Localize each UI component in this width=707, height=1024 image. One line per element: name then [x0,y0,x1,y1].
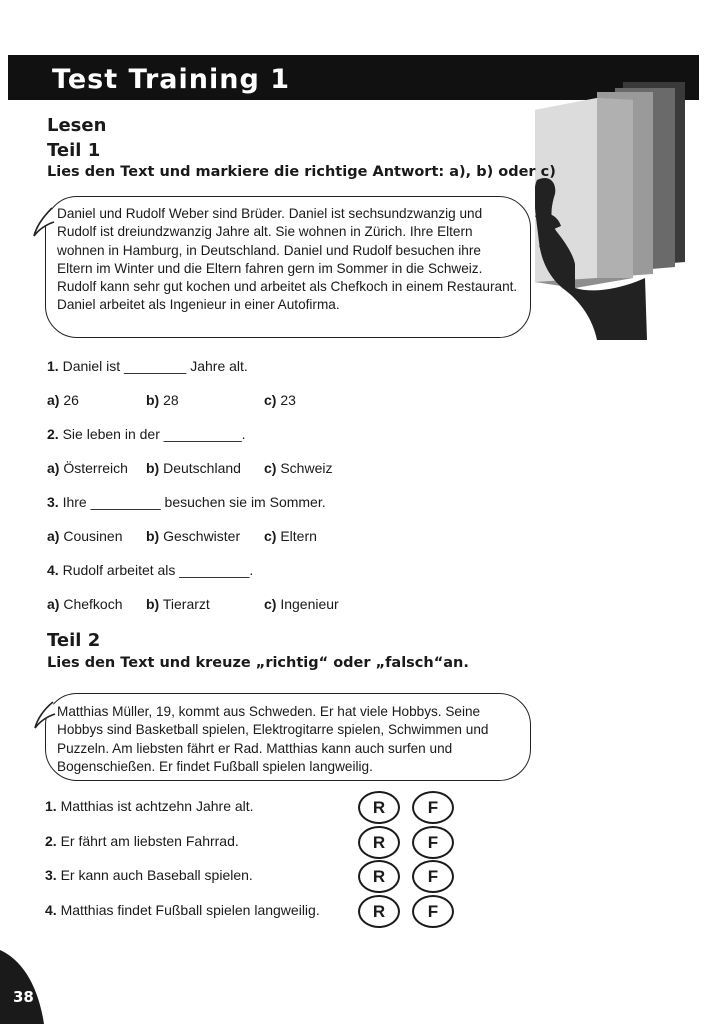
question-2-option-a[interactable]: a) Österreich [47,460,128,476]
teil2-instruction: Lies den Text und kreuze „richtig“ oder „falsch“an. [47,655,469,671]
statement-1: 1. Matthias ist achtzehn Jahre alt. [45,798,254,814]
statement-3-falsch-button[interactable]: F [412,860,454,893]
question-4-option-a[interactable]: a) Chefkoch [47,596,123,612]
question-3-option-b[interactable]: b) Geschwister [146,528,241,544]
question-1-option-a[interactable]: a) 26 [47,392,79,408]
question-3-option-c[interactable]: c) Eltern [264,528,317,544]
teil1-instruction: Lies den Text und markiere die richtige Antwort: a), b) oder c) [47,164,556,180]
question-2-option-c[interactable]: c) Schweiz [264,460,333,476]
question-3: 3. Ihre _________ besuchen sie im Sommer. [47,494,326,510]
teil1-heading: Teil 1 [47,140,101,161]
statement-3: 3. Er kann auch Baseball spielen. [45,867,253,883]
statement-1-richtig-button[interactable]: R [358,791,400,824]
statement-2-falsch-button[interactable]: F [412,826,454,859]
question-4: 4. Rudolf arbeitet als _________. [47,562,254,578]
teil1-reading-text: Daniel und Rudolf Weber sind Brüder. Daniel ist sechsundzwanzig und Rudolf ist dreiundzwanzig Jahre alt. Sie wohnen in Zürich. Ihre Eltern wohnen in Hamburg, in Deutschland. Daniel und Rudolf besuchen ihre Eltern im Winter und die Eltern fahren gern im Sommer in die Schweiz. Rudolf kann sehr gut kochen und arbeitet als Chefkoch in einem Restaurant. Daniel arbeitet als Ingenieur in einer Autofirma. [57,206,518,313]
lesen-heading: Lesen [47,115,107,136]
question-4-option-b[interactable]: b) Tierarzt [146,596,210,612]
teil2-reading-text: Matthias Müller, 19, kommt aus Schweden. Er hat viele Hobbys. Seine Hobbys sind Basketball spielen, Elektrogitarre spielen, Schwimmen und Puzzeln. Am liebsten fährt er Rad. Matthias kann auch surfen und Bogenschießen. Er findet Fußball spielen langweilig. [57,704,489,774]
statement-4: 4. Matthias findet Fußball spielen langweilig. [45,902,320,918]
question-4-option-c[interactable]: c) Ingenieur [264,596,339,612]
page-number: 38 [13,988,34,1006]
statement-2-richtig-button[interactable]: R [358,826,400,859]
page-title: Test Training 1 [52,64,290,95]
teil2-heading: Teil 2 [47,630,101,651]
statement-2: 2. Er fährt am liebsten Fahrrad. [45,833,239,849]
statement-4-falsch-button[interactable]: F [412,895,454,928]
question-1-option-b[interactable]: b) 28 [146,392,179,408]
statement-3-richtig-button[interactable]: R [358,860,400,893]
question-1: 1. Daniel ist ________ Jahre alt. [47,358,248,374]
question-3-option-a[interactable]: a) Cousinen [47,528,123,544]
statement-4-richtig-button[interactable]: R [358,895,400,928]
question-2: 2. Sie leben in der __________. [47,426,246,442]
question-2-option-b[interactable]: b) Deutschland [146,460,241,476]
statement-1-falsch-button[interactable]: F [412,791,454,824]
question-1-option-c[interactable]: c) 23 [264,392,296,408]
